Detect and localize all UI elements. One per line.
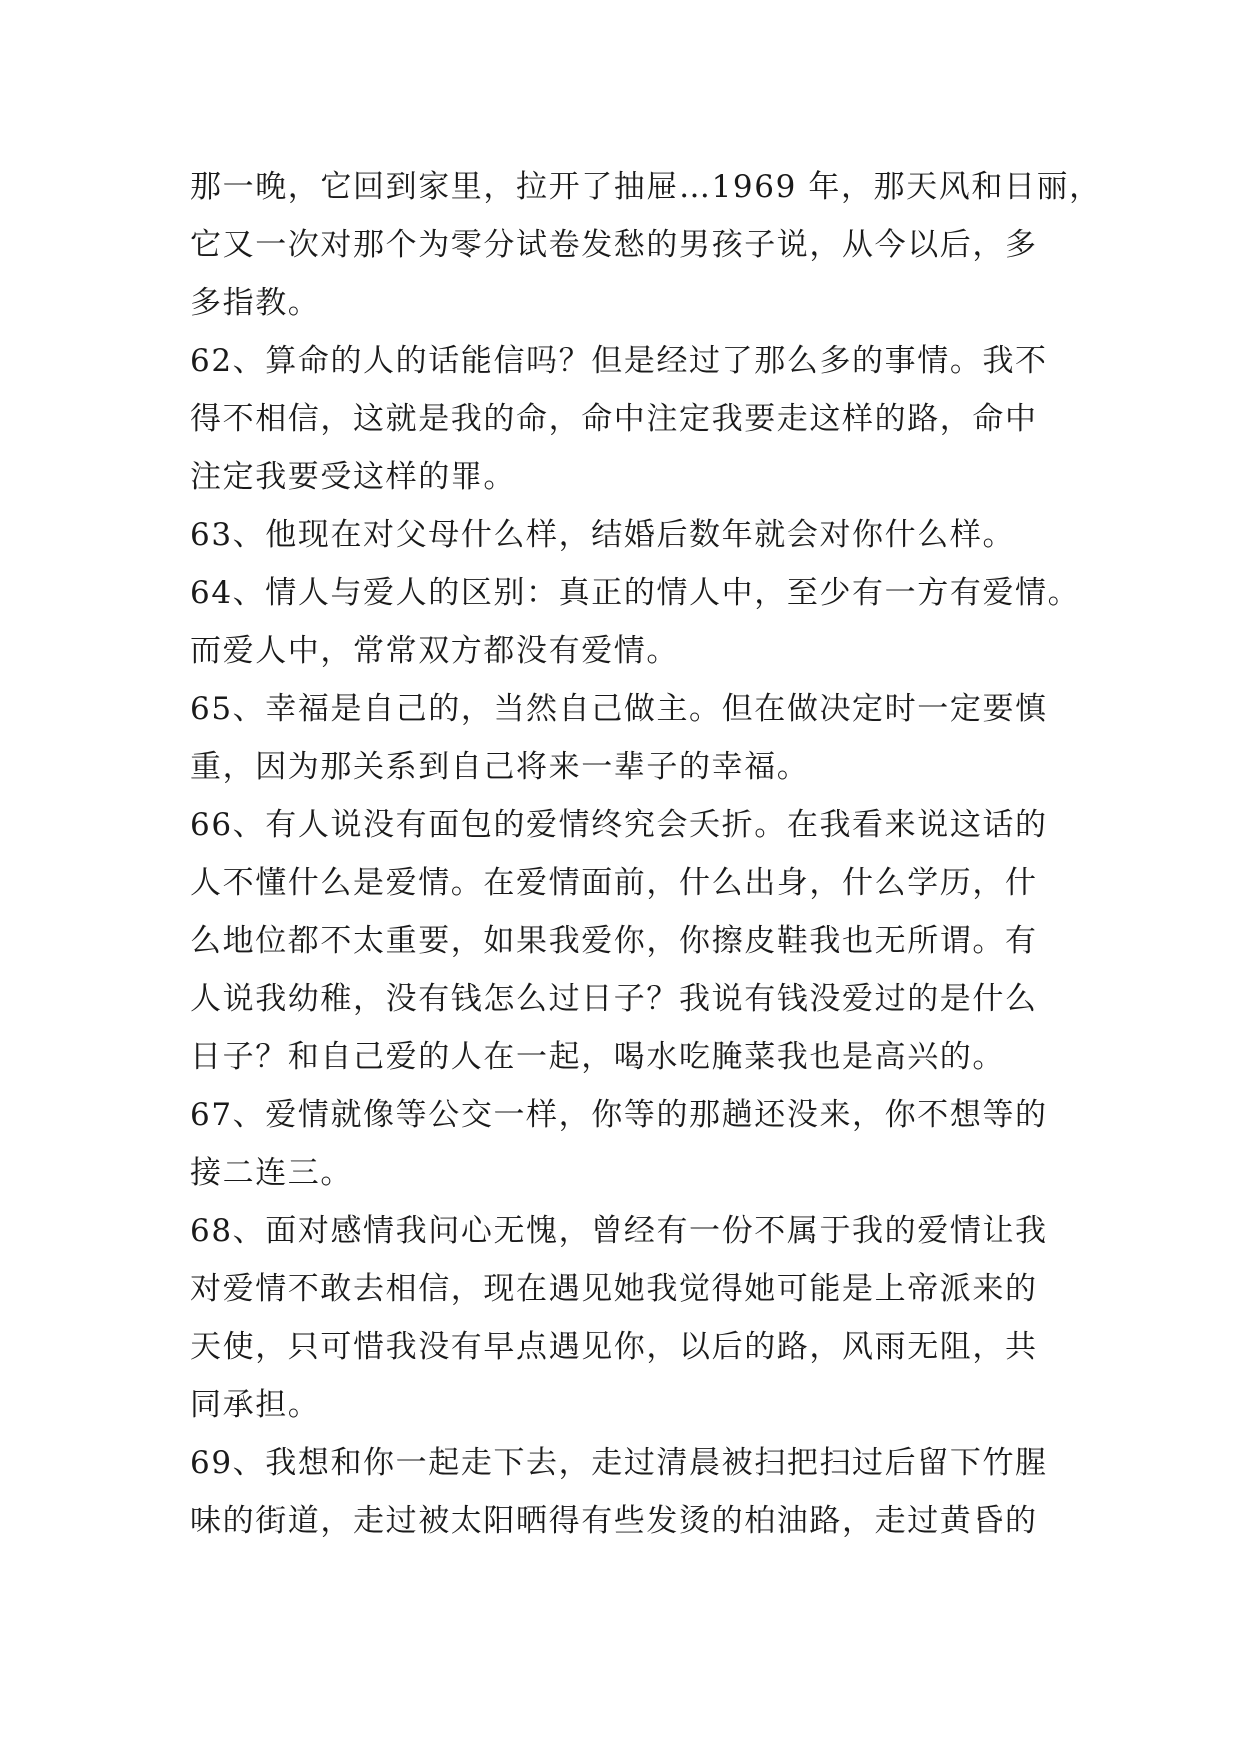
- text-line: 62、算命的人的话能信吗？但是经过了那么多的事情。我不: [190, 343, 1048, 379]
- text-line: 么地位都不太重要，如果我爱你，你擦皮鞋我也无所谓。有: [190, 923, 1038, 959]
- text-line: 对爱情不敢去相信，现在遇见她我觉得她可能是上帝派来的: [190, 1271, 1038, 1307]
- text-line: 68、面对感情我问心无愧，曾经有一份不属于我的爱情让我: [190, 1213, 1048, 1249]
- text-line: 而爱人中，常常双方都没有爱情。: [190, 633, 679, 669]
- text-line: 重，因为那关系到自己将来一辈子的幸福。: [190, 749, 810, 785]
- text-line: 日子？和自己爱的人在一起，喝水吃腌菜我也是高兴的。: [190, 1039, 1005, 1075]
- text-line: 它又一次对那个为零分试卷发愁的男孩子说，从今以后，多: [190, 227, 1038, 263]
- text-line: 69、我想和你一起走下去，走过清晨被扫把扫过后留下竹腥: [190, 1445, 1048, 1481]
- text-line: 64、情人与爱人的区别：真正的情人中，至少有一方有爱情。: [190, 575, 1081, 611]
- text-line: 人说我幼稚，没有钱怎么过日子？我说有钱没爱过的是什么: [190, 981, 1038, 1017]
- text-line: 66、有人说没有面包的爱情终究会夭折。在我看来说这话的: [190, 807, 1048, 843]
- text-line: 味的街道，走过被太阳晒得有些发烫的柏油路，走过黄昏的: [190, 1503, 1038, 1539]
- text-line: 天使，只可惜我没有早点遇见你，以后的路，风雨无阻，共: [190, 1329, 1038, 1365]
- text-line: 注定我要受这样的罪。: [190, 459, 516, 495]
- text-line: 65、幸福是自己的，当然自己做主。但在做决定时一定要慎: [190, 691, 1048, 727]
- text-line: 67、爱情就像等公交一样，你等的那趟还没来，你不想等的: [190, 1097, 1048, 1133]
- text-line: 那一晚，它回到家里，拉开了抽屉…1969 年，那天风和日丽，: [190, 169, 1102, 205]
- text-line: 同承担。: [190, 1387, 321, 1423]
- text-line: 多指教。: [190, 285, 321, 321]
- text-line: 接二连三。: [190, 1155, 353, 1191]
- text-line: 人不懂什么是爱情。在爱情面前，什么出身，什么学历，什: [190, 865, 1038, 901]
- text-line: 63、他现在对父母什么样，结婚后数年就会对你什么样。: [190, 517, 1016, 553]
- text-line: 得不相信，这就是我的命，命中注定我要走这样的路，命中: [190, 401, 1038, 437]
- document-body: [190, 158, 1102, 1550]
